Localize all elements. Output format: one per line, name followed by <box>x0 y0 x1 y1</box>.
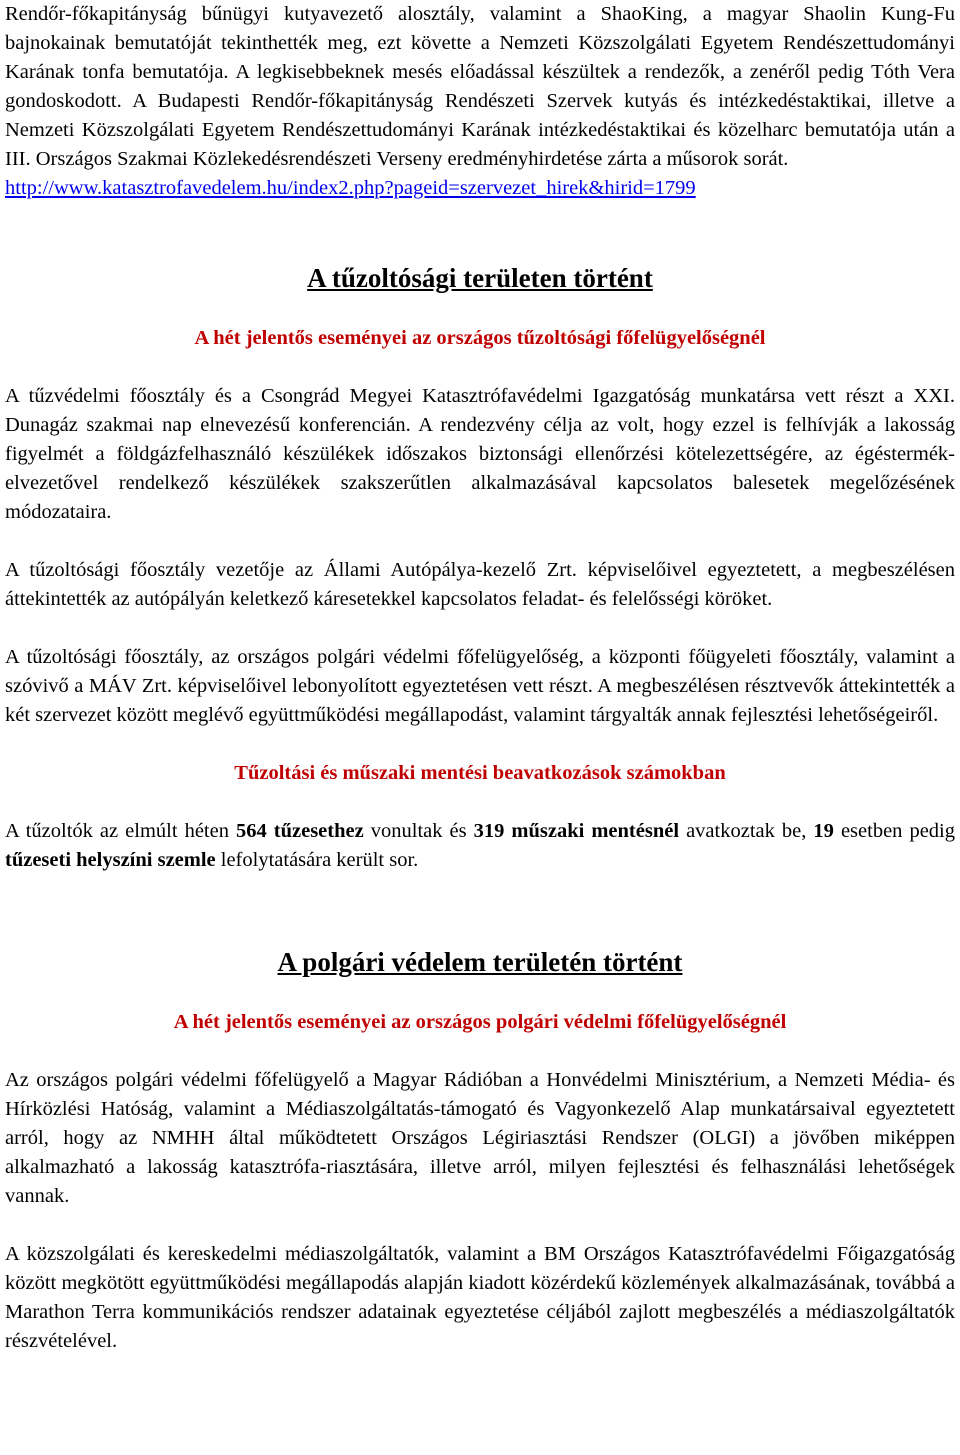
stats-text: vonultak és <box>363 820 474 842</box>
spacer <box>5 730 955 759</box>
stats-heading: Tűzoltási és műszaki mentési beavatkozások számokban <box>234 762 726 784</box>
civil-paragraph-1: Az országos polgári védelmi főfelügyelő a Magyar Rádióban a Honvédelmi Minisztérium, a Nemzeti Média- és Hírközlési Hatóság, valamint a Médiaszolgáltatás-támogató és Vagyonkezelő Alap munkatársaival egyeztetett arról, hogy az NMHH által működtetett Országos Légiriasztási Rendszer (OLGI) a jövőben miképpen alkalmazható a lakosság katasztrófa-riasztására, illetve arról, milyen fejlesztési és felhasználási lehetőségek vannak. <box>5 1069 955 1207</box>
fire-section-title: A tűzoltósági területen történt <box>307 263 653 293</box>
source-link[interactable]: http://www.katasztrofavedelem.hu/index2.php?pageid=szervezet_hirek&hirid=1799 <box>5 177 696 199</box>
spacer <box>5 788 955 817</box>
spacer <box>5 1037 955 1066</box>
stats-fire-count: 564 tűzesethez <box>236 820 364 842</box>
spacer <box>5 203 955 261</box>
stats-rescue-count: 319 műszaki mentésnél <box>473 820 680 842</box>
stats-text: avatkoztak be, <box>679 820 814 842</box>
spacer <box>5 1211 955 1240</box>
fire-paragraph-1: A tűzvédelmi főosztály és a Csongrád Megyei Katasztrófavédelmi Igazgatóság munkatársa vett részt a XXI. Dunagáz szakmai nap elnevezésű konferencián. A rendezvény célja az volt, hogy ezzel is felhívják a lakosság figyelmét a földgázfelhasználó készülékek időszakos biztonsági ellenőrzési kötelezettségére, az égéstermék-elvezetővel rendelkező készülékek szakszerűtlen alkalmazásával kapcsolatos balesetek megelőzésének módozataira. <box>5 385 955 523</box>
spacer <box>5 527 955 556</box>
police-event-paragraph: Rendőr-főkapitányság bűnügyi kutyavezető alosztály, valamint a ShaoKing, a magyar Shaolin Kung-Fu bajnokainak bemutatóját tekinthették meg, ezt követte a Nemzeti Közszolgálati Egyetem Rendészettudományi Karának tonfa bemutatója. A legkisebbeknek mesés előadással készültek a rendezők, a zenéről pedig Tóth Vera gondoskodott. A Budapesti Rendőr-főkapitányság Rendészeti Szervek kutyás és intézkedéstaktikai, illetve a Nemzeti Közszolgálati Egyetem Rendészettudományi Karának intézkedéstaktikai és közelharc bemutatója után a III. Országos Szakmai Közlekedésrendészeti Verseny eredményhirdetése zárta a műsorok sorát. <box>5 3 955 170</box>
spacer <box>5 295 955 324</box>
spacer <box>5 614 955 643</box>
civil-section-subtitle: A hét jelentős eseményei az országos polgári védelmi főfelügyelőségnél <box>173 1011 787 1033</box>
stats-text: lefolytatására került sor. <box>215 849 419 871</box>
fire-paragraph-3: A tűzoltósági főosztály, az országos polgári védelmi főfelügyelőség, a központi főügyeleti főosztály, valamint a szóvivő a MÁV Zrt. képviselőivel lebonyolított egyeztetésen vett részt. A megbeszélésen résztvevők áttekintették a két szervezet között meglévő együttműködési megállapodást, valamint tárgyalták annak fejlesztési lehetőségeiről. <box>5 646 955 726</box>
spacer <box>5 979 955 1008</box>
stats-text: A tűzoltók az elmúlt héten <box>5 820 236 842</box>
spacer <box>5 353 955 382</box>
spacer <box>5 875 955 945</box>
stats-paragraph <box>5 817 955 875</box>
civil-section-title: A polgári védelem területén történt <box>277 947 683 977</box>
civil-paragraph-2: A közszolgálati és kereskedelmi médiaszolgáltatók, valamint a BM Országos Katasztrófavédelmi Főigazgatóság között megkötött együttműködési megállapodás alapján kiadott közérdekű közlemények alkalmazásának, továbbá a Marathon Terra kommunikációs rendszer adatainak egyeztetése céljából zajlott megbeszélés a médiaszolgáltatók részvételével. <box>5 1243 955 1352</box>
fire-section-subtitle: A hét jelentős eseményei az országos tűzoltósági főfelügyelőségnél <box>194 327 766 349</box>
stats-text: esetben pedig <box>833 820 956 842</box>
stats-inspection-count: 19 <box>813 820 834 842</box>
fire-paragraph-2: A tűzoltósági főosztály vezetője az Állami Autópálya-kezelő Zrt. képviselőivel egyeztetett, a megbeszélésen áttekintették az autópályán keletkező káresetekkel kapcsolatos feladat- és felelősségi köröket. <box>5 559 955 610</box>
stats-inspection-label: tűzeseti helyszíni szemle <box>5 849 216 871</box>
document-page <box>5 0 955 1356</box>
